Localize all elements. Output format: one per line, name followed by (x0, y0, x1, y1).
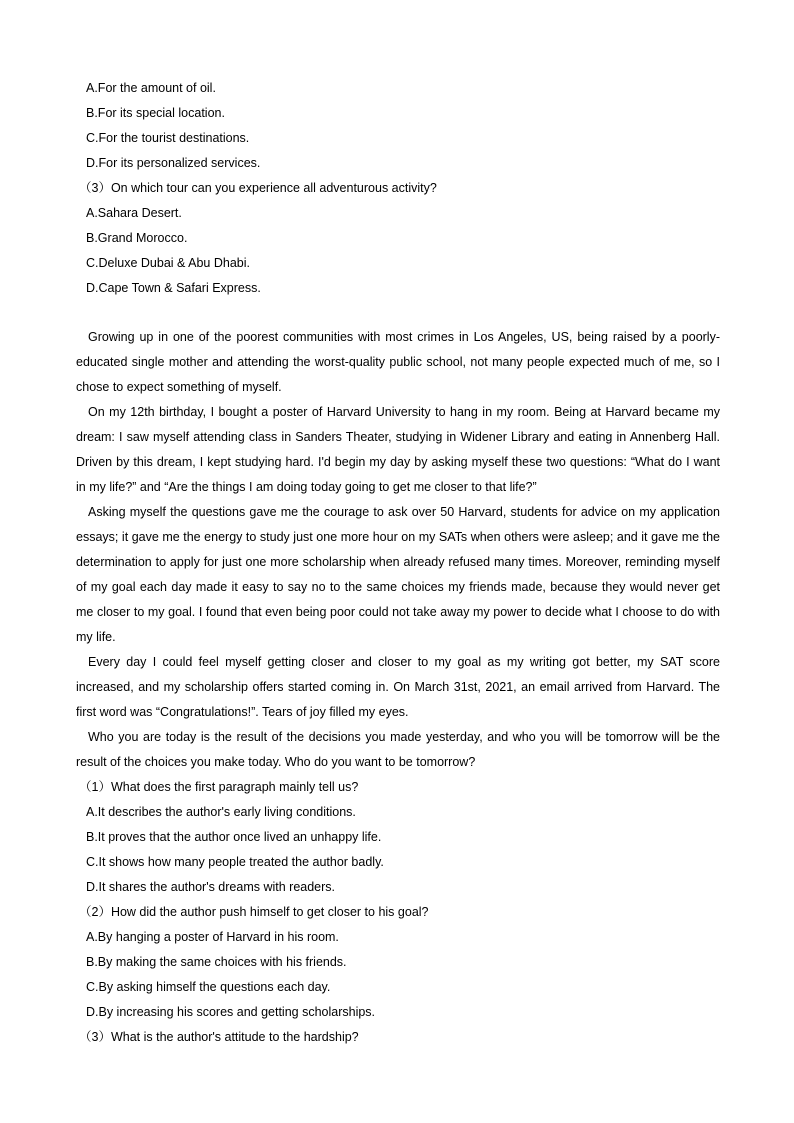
prev-option-b: B.For its special location. (86, 106, 225, 120)
passage-paragraph: On my 12th birthday, I bought a poster of Harvard University to hang in my room. Being at Harvard became my dream: I saw myself attending class in Sanders Theater, studying in Widener Library and eating in Annenberg Hall. Driven by this dream, I kept studying hard. I'd begin my day by asking myself these two questions: “What do I want in my life?” and “Are the things I am doing today going to get me closer to that life?” (76, 405, 720, 494)
question-stem: （1）What does the first paragraph mainly tell us? (79, 780, 359, 794)
q3-option-c: C.Deluxe Dubai & Abu Dhabi. (86, 256, 250, 270)
q1-option-d: D.It shares the author's dreams with readers. (86, 880, 336, 894)
q3-option-a: A.Sahara Desert. (86, 206, 182, 220)
question-stem: （3）On which tour can you experience all adventurous activity? (79, 181, 437, 195)
q3-option-d: D.Cape Town & Safari Express. (86, 281, 261, 295)
q2-option-d: D.By increasing his scores and getting scholarships. (86, 1005, 376, 1019)
q1-option-a: A.It describes the author's early living conditions. (86, 805, 356, 819)
question-stem: （2）How did the author push himself to get closer to his goal? (79, 905, 429, 919)
prev-option-d: D.For its personalized services. (86, 156, 261, 170)
passage-paragraph: Every day I could feel myself getting closer and closer to my goal as my writing got better, my SAT score increased, and my scholarship offers started coming in. On March 31st, 2021, an email arrived from Harvard. The first word was “Congratulations!”. Tears of joy filled my eyes. (76, 655, 720, 719)
q2-option-a: A.By hanging a poster of Harvard in his room. (86, 930, 339, 944)
passage-paragraph: Who you are today is the result of the decisions you made yesterday, and who you will be tomorrow will be the result of the choices you make today. Who do you want to be tomorrow? (76, 730, 720, 769)
q2-option-b: B.By making the same choices with his friends. (86, 955, 347, 969)
passage-paragraph: Asking myself the questions gave me the courage to ask over 50 Harvard, students for advice on my application essays; it gave me the energy to study just one more hour on my SATs when others were asleep; and it gave me the determination to apply for just one more scholarship when already refused many times. Moreover, reminding myself of my goal each day made it easy to say no to the same choices my friends made, because they would never get me closer to my goal. I found that even being poor could not take away my power to decide what I choose to do with my life. (76, 505, 720, 644)
question-stem: （3）What is the author's attitude to the hardship? (79, 1030, 359, 1044)
q3-option-b: B.Grand Morocco. (86, 231, 188, 245)
prev-option-c: C.For the tourist destinations. (86, 131, 250, 145)
q1-option-c: C.It shows how many people treated the author badly. (86, 855, 384, 869)
passage-paragraph: Growing up in one of the poorest communities with most crimes in Los Angeles, US, being raised by a poorly-educated single mother and attending the worst-quality public school, not many people expected much of me, so I chose to expect something of myself. (76, 330, 720, 394)
prev-option-a: A.For the amount of oil. (86, 81, 216, 95)
q1-option-b: B.It proves that the author once lived an unhappy life. (86, 830, 382, 844)
q2-option-c: C.By asking himself the questions each day. (86, 980, 331, 994)
